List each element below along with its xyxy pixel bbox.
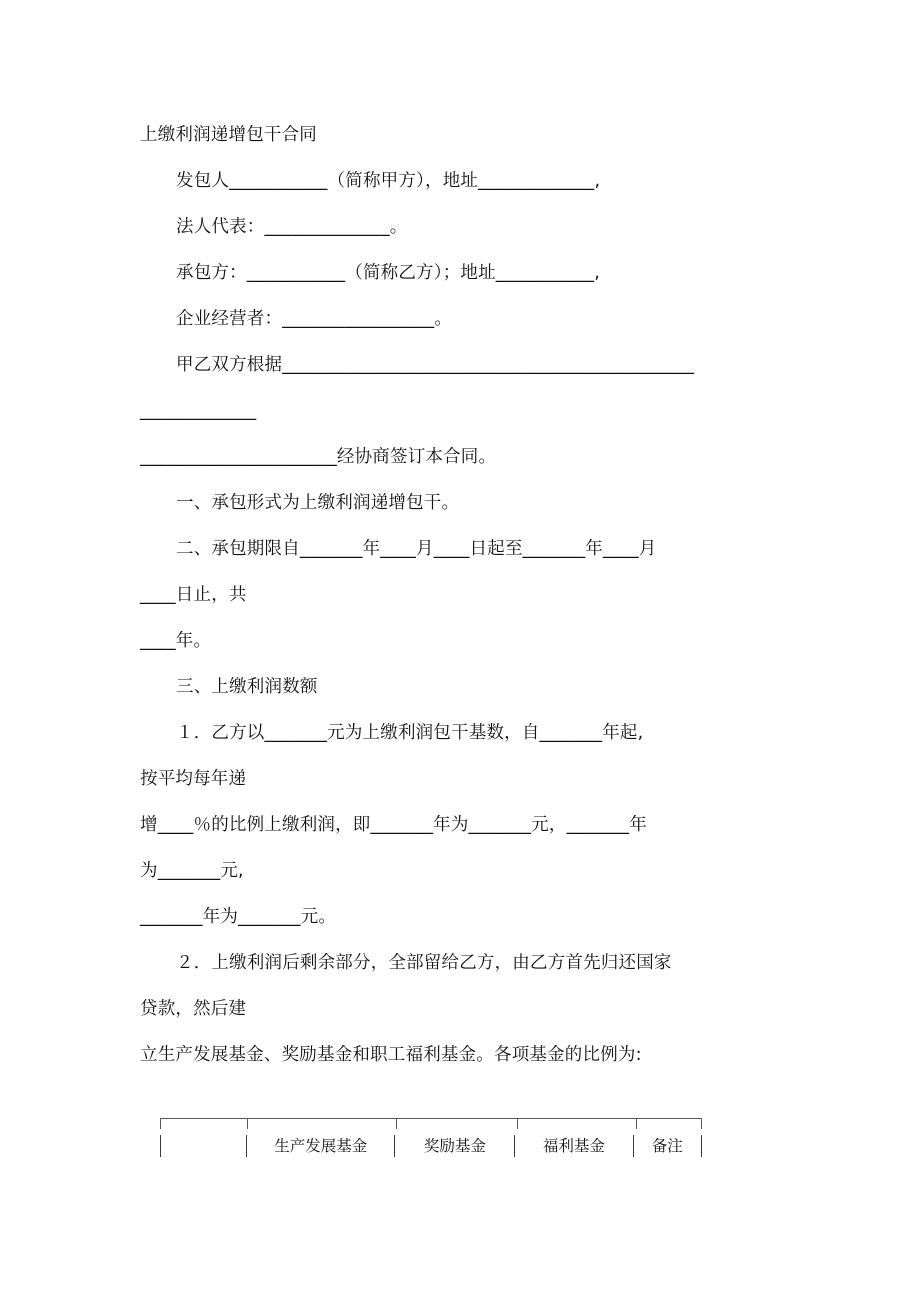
paragraph-item-2: ２．上缴利润后剩余部分，全部留给乙方，由乙方首先归还国家 xyxy=(176,953,672,973)
paragraph-qianding: ______________________经协商签订本合同。 xyxy=(140,447,497,467)
document-body xyxy=(140,112,790,1078)
table-top-border xyxy=(160,1118,702,1129)
table-tick-0 xyxy=(160,1118,161,1129)
table-tick-4 xyxy=(636,1118,637,1129)
paragraph-article-2-cont-1: ____日止，共 xyxy=(140,585,247,605)
paragraph-genju-cont: _____________ xyxy=(140,401,257,421)
paragraph-item-2-cont-1: 贷款，然后建 xyxy=(140,999,247,1019)
table-tick-2 xyxy=(396,1118,397,1129)
paragraph-article-2: 二、承包期限自_______年____月____日起至_______年____月 xyxy=(176,539,657,559)
paragraph-chengbao: 承包方：___________（简称乙方）；地址___________, xyxy=(176,263,601,283)
fund-ratio-table xyxy=(160,1118,702,1163)
table-header-cell-remarks: 备注 xyxy=(651,1137,683,1155)
paragraph-article-2-cont-2: ____年。 xyxy=(140,631,212,651)
paragraph-item-1-cont-1: 按平均每年递 xyxy=(140,769,247,789)
table-header-cell-bonus: 奖励基金 xyxy=(423,1137,486,1155)
paragraph-item-1: １．乙方以_______元为上缴利润包干基数，自_______年起, xyxy=(176,723,644,743)
paragraph-faren: 法人代表：______________。 xyxy=(176,217,408,237)
table-tick-1 xyxy=(247,1118,248,1129)
table-header-cell-production: 生产发展基金 xyxy=(274,1137,368,1155)
table-top-rule xyxy=(160,1118,702,1119)
paragraph-jingyingzhe: 企业经营者：_________________。 xyxy=(176,309,453,329)
table-separator-5 xyxy=(701,1135,702,1157)
paragraph-item-2-cont-2: 立生产发展基金、奖励基金和职工福利基金。各项基金的比例为: xyxy=(140,1045,642,1065)
table-header-row xyxy=(160,1129,702,1163)
table-tick-5 xyxy=(701,1118,702,1129)
table-separator-0 xyxy=(160,1135,161,1157)
paragraph-article-3: 三、上缴利润数额 xyxy=(176,677,318,697)
table-header-cell-welfare: 福利基金 xyxy=(542,1137,605,1155)
paragraph-item-1-cont-4: _______年为_______元。 xyxy=(140,907,337,927)
paragraph-genju: 甲乙双方根据______________________________________________ xyxy=(176,355,694,375)
table-tick-3 xyxy=(517,1118,518,1129)
paragraph-item-1-cont-3: 为_______元, xyxy=(140,861,244,881)
paragraph-item-1-cont-2: 增____％的比例上缴利润，即_______年为_______元，_______年 xyxy=(140,815,647,835)
paragraph-fabaoren: 发包人___________（简称甲方），地址_____________, xyxy=(176,171,601,191)
paragraph-article-1: 一、承包形式为上缴利润递增包干。 xyxy=(176,493,460,513)
document-title: 上缴利润递增包干合同 xyxy=(140,125,317,145)
